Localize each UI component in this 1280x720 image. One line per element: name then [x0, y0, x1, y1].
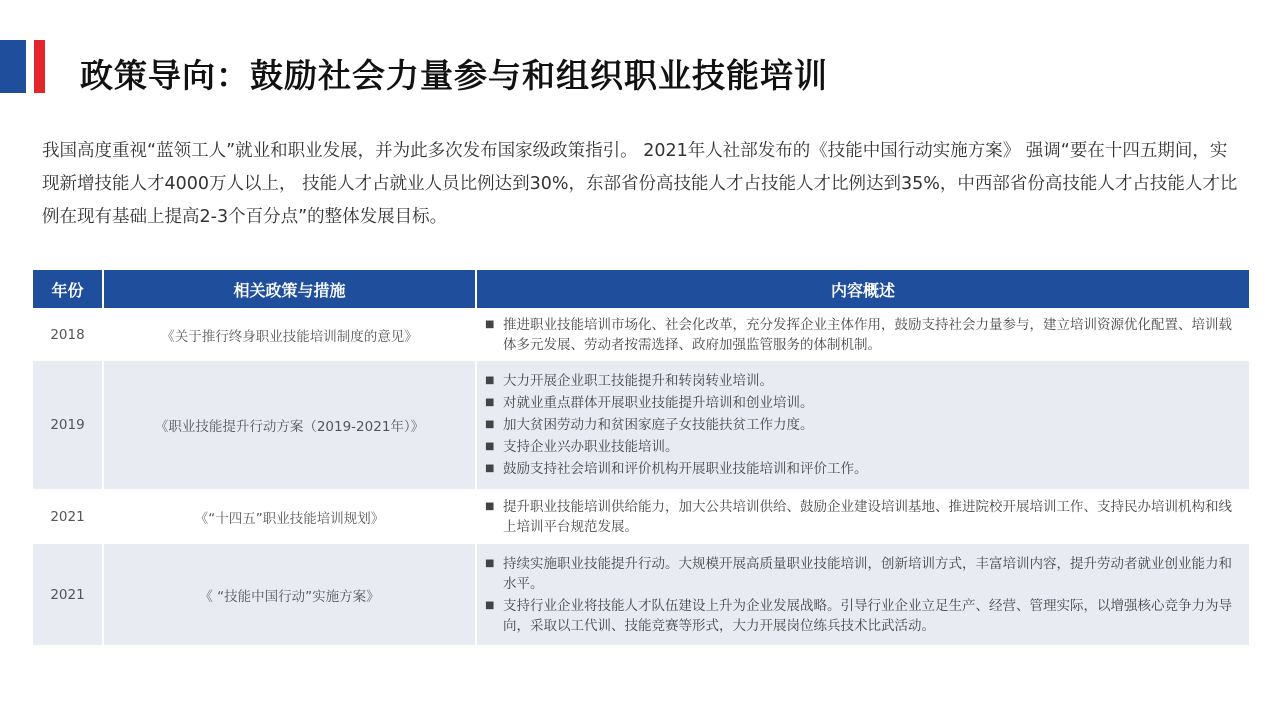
list-item	[485, 393, 1239, 413]
year-cell: 2019	[33, 361, 103, 489]
summary-text: 支持企业兴办职业技能培训。	[503, 439, 679, 455]
summary-cell	[476, 308, 1249, 361]
policy-cell: 《职业技能提升行动方案（2019-2021年）》	[103, 361, 476, 489]
summary-cell	[476, 489, 1249, 544]
summary-text: 支持行业企业将技能人才队伍建设上升为企业发展战略。引导行业企业立足生产、经营、管理实际，以增强核心竞争力为导向，采取以工代训、技能竞赛等形式，大力开展岗位练兵技术比武活动。	[503, 597, 1232, 634]
list-item	[485, 459, 1239, 479]
summary-cell	[476, 361, 1249, 489]
header-policy: 相关政策与措施	[103, 270, 476, 308]
bullet-square-icon: ■	[485, 419, 495, 430]
list-item	[485, 596, 1239, 636]
header-year: 年份	[33, 270, 103, 308]
list-item	[485, 437, 1239, 457]
table-row	[33, 544, 1249, 645]
bullet-square-icon: ■	[485, 441, 495, 452]
table-header-row	[33, 270, 1249, 308]
year-cell: 2021	[33, 544, 103, 645]
summary-text: 提升职业技能培训供给能力，加大公共培训供给、鼓励企业建设培训基地、推进院校开展培训工作、支持民办培训机构和线上培训平台规范发展。	[503, 498, 1232, 535]
header-summary: 内容概述	[476, 270, 1249, 308]
table-row	[33, 308, 1249, 361]
bullet-square-icon: ■	[485, 375, 495, 386]
summary-text: 大力开展企业职工技能提升和转岗转业培训。	[503, 373, 773, 389]
table-row	[33, 361, 1249, 489]
list-item	[485, 497, 1239, 537]
summary-text: 加大贫困劳动力和贫困家庭子女技能扶贫工作力度。	[503, 417, 814, 433]
bullet-square-icon: ■	[485, 397, 495, 408]
summary-text: 鼓励支持社会培训和评价机构开展职业技能培训和评价工作。	[503, 461, 868, 477]
title-accent-blue	[0, 40, 26, 93]
policy-cell: 《“十四五”职业技能培训规划》	[103, 489, 476, 544]
bullet-square-icon: ■	[485, 318, 495, 330]
summary-text: 对就业重点群体开展职业技能提升培训和创业培训。	[503, 395, 814, 411]
list-item	[485, 315, 1239, 355]
year-cell: 2021	[33, 489, 103, 544]
summary-cell	[476, 544, 1249, 645]
bullet-square-icon: ■	[485, 463, 495, 474]
list-item	[485, 415, 1239, 435]
list-item	[485, 371, 1239, 391]
summary-text: 推进职业技能培训市场化、社会化改革，充分发挥企业主体作用，鼓励支持社会力量参与，建立培训资源优化配置、培训载体多元发展、劳动者按需选择、政府加强监管服务的体制机制。	[503, 316, 1232, 353]
policy-cell: 《 “技能中国行动”实施方案》	[103, 544, 476, 645]
list-item	[485, 554, 1239, 594]
intro-paragraph: 我国高度重视“蓝领工人”就业和职业发展，并为此多次发布国家级政策指引。 2021年人社部发布的《技能中国行动实施方案》 强调“要在十四五期间，实现新增技能人才4000万人以上， 技能人才占就业人员比例达到30%，东部省份高技能人才占技能人才比例达到35%，中西部省份高技能人才占技能人才比例在现有基础上提高2-3个百分点”的整体发展目标。	[42, 141, 1238, 227]
policy-table	[33, 270, 1249, 645]
year-cell: 2018	[33, 308, 103, 361]
summary-text: 持续实施职业技能提升行动。大规模开展高质量职业技能培训，创新培训方式，丰富培训内容，提升劳动者就业创业能力和水平。	[503, 555, 1232, 592]
policy-cell: 《关于推行终身职业技能培训制度的意见》	[103, 308, 476, 361]
bullet-square-icon: ■	[485, 557, 495, 569]
title-accent-red	[34, 40, 45, 93]
bullet-square-icon: ■	[485, 599, 495, 611]
page-title: 政策导向：鼓励社会力量参与和组织职业技能培训	[80, 56, 828, 95]
bullet-square-icon: ■	[485, 500, 495, 512]
table-row	[33, 489, 1249, 544]
